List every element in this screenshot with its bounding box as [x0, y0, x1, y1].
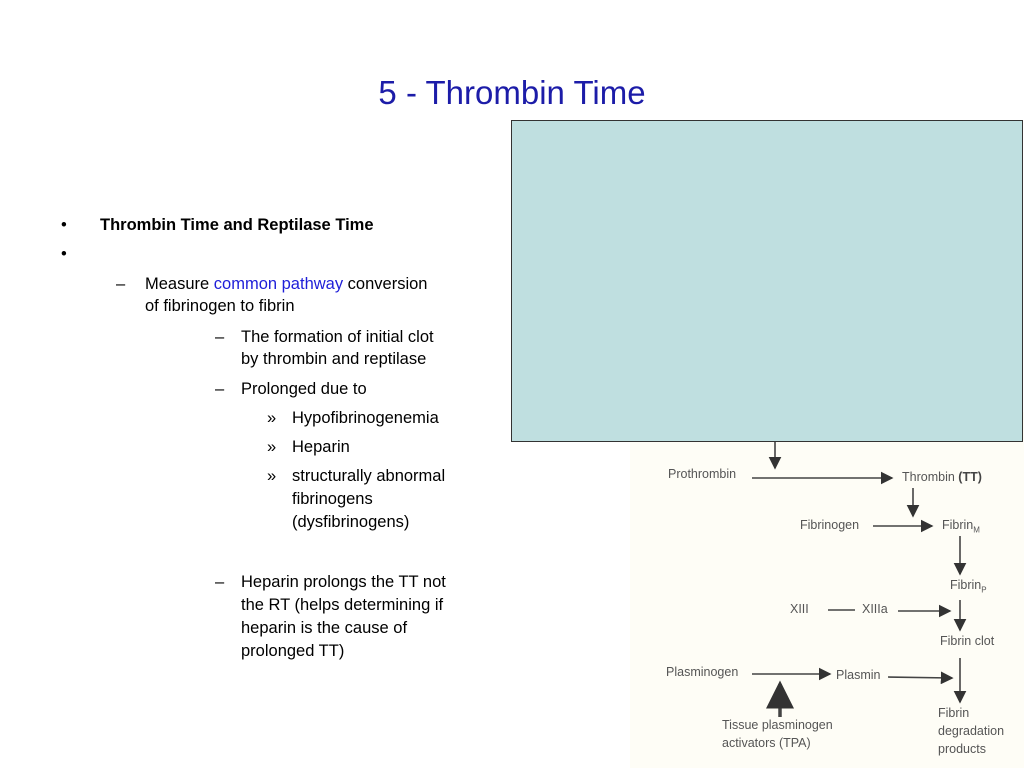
cause-mark: »	[267, 438, 277, 456]
sub-bullet-measure	[145, 273, 427, 295]
label-tpa-line2: activators (TPA)	[722, 736, 811, 750]
conversion-text: conversion	[343, 275, 428, 293]
label-fibrin-p	[950, 578, 987, 595]
sub-bullet-heparin-line2: the RT (helps determining if	[241, 596, 444, 614]
sub-bullet-heparin-line4: prolonged TT)	[241, 642, 345, 660]
bullet-thrombin-reptilase: Thrombin Time and Reptilase Time	[100, 216, 374, 234]
label-plasminogen: Plasminogen	[666, 665, 739, 679]
label-xiiia: XIIIa	[862, 602, 888, 616]
fibrin-p-sub: P	[981, 585, 987, 595]
common-pathway-link: common pathway	[213, 275, 344, 293]
thrombin-text: Thrombin	[902, 470, 955, 484]
label-fibrinogen: Fibrinogen	[800, 518, 860, 532]
label-plasmin: Plasmin	[836, 668, 881, 682]
cause-hypofibrinogenemia: Hypofibrinogenemia	[292, 409, 439, 427]
cause-mark: »	[267, 467, 277, 485]
label-tpa-line1: Tissue plasminogen	[722, 718, 833, 732]
fibrin-p-text: Fibrin	[950, 578, 982, 592]
thrombin-tt-tag: (TT)	[958, 470, 982, 484]
bullet-mark-empty: •	[61, 245, 67, 263]
sub-bullet-measure-line2: of fibrinogen to fibrin	[145, 297, 295, 315]
coagulation-diagram	[630, 412, 1024, 768]
bullet-list	[0, 0, 510, 768]
dash-mark: –	[116, 275, 126, 293]
label-fdp-line2: degradation	[938, 724, 1005, 738]
label-fdp-line3: products	[938, 742, 986, 756]
label-thrombin	[902, 470, 982, 484]
arrow-plasmin-right	[888, 677, 952, 678]
slide-title: 5 - Thrombin Time	[378, 74, 646, 111]
sub-bullet-heparin-line1: Heparin prolongs the TT not	[241, 573, 446, 591]
dash-mark: –	[215, 328, 225, 346]
cause-abnormal-line3: (dysfibrinogens)	[292, 513, 410, 531]
cause-heparin: Heparin	[292, 438, 350, 456]
label-prothrombin: Prothrombin	[668, 467, 737, 481]
label-fdp-line1: Fibrin	[938, 706, 970, 720]
label-fibrin-m	[942, 518, 980, 535]
label-xiii: XIII	[790, 602, 809, 616]
overlay-box	[511, 120, 1023, 442]
fibrin-m-sub: M	[973, 525, 980, 535]
measure-text: Measure	[145, 275, 214, 293]
sub-bullet-formation-line1: The formation of initial clot	[241, 328, 434, 346]
fibrin-m-text: Fibrin	[942, 518, 974, 532]
sub-bullet-prolonged: Prolonged due to	[241, 380, 367, 398]
cause-mark: »	[267, 409, 277, 427]
sub-bullet-heparin-line3: heparin is the cause of	[241, 619, 408, 637]
sub-bullet-formation-line2: by thrombin and reptilase	[241, 350, 427, 368]
dash-mark: –	[215, 380, 225, 398]
bullet-mark: •	[61, 216, 67, 234]
dash-mark: –	[215, 573, 225, 591]
cause-abnormal-line2: fibrinogens	[292, 490, 373, 508]
label-fibrin-clot: Fibrin clot	[940, 634, 995, 648]
cause-abnormal-line1: structurally abnormal	[292, 467, 446, 485]
